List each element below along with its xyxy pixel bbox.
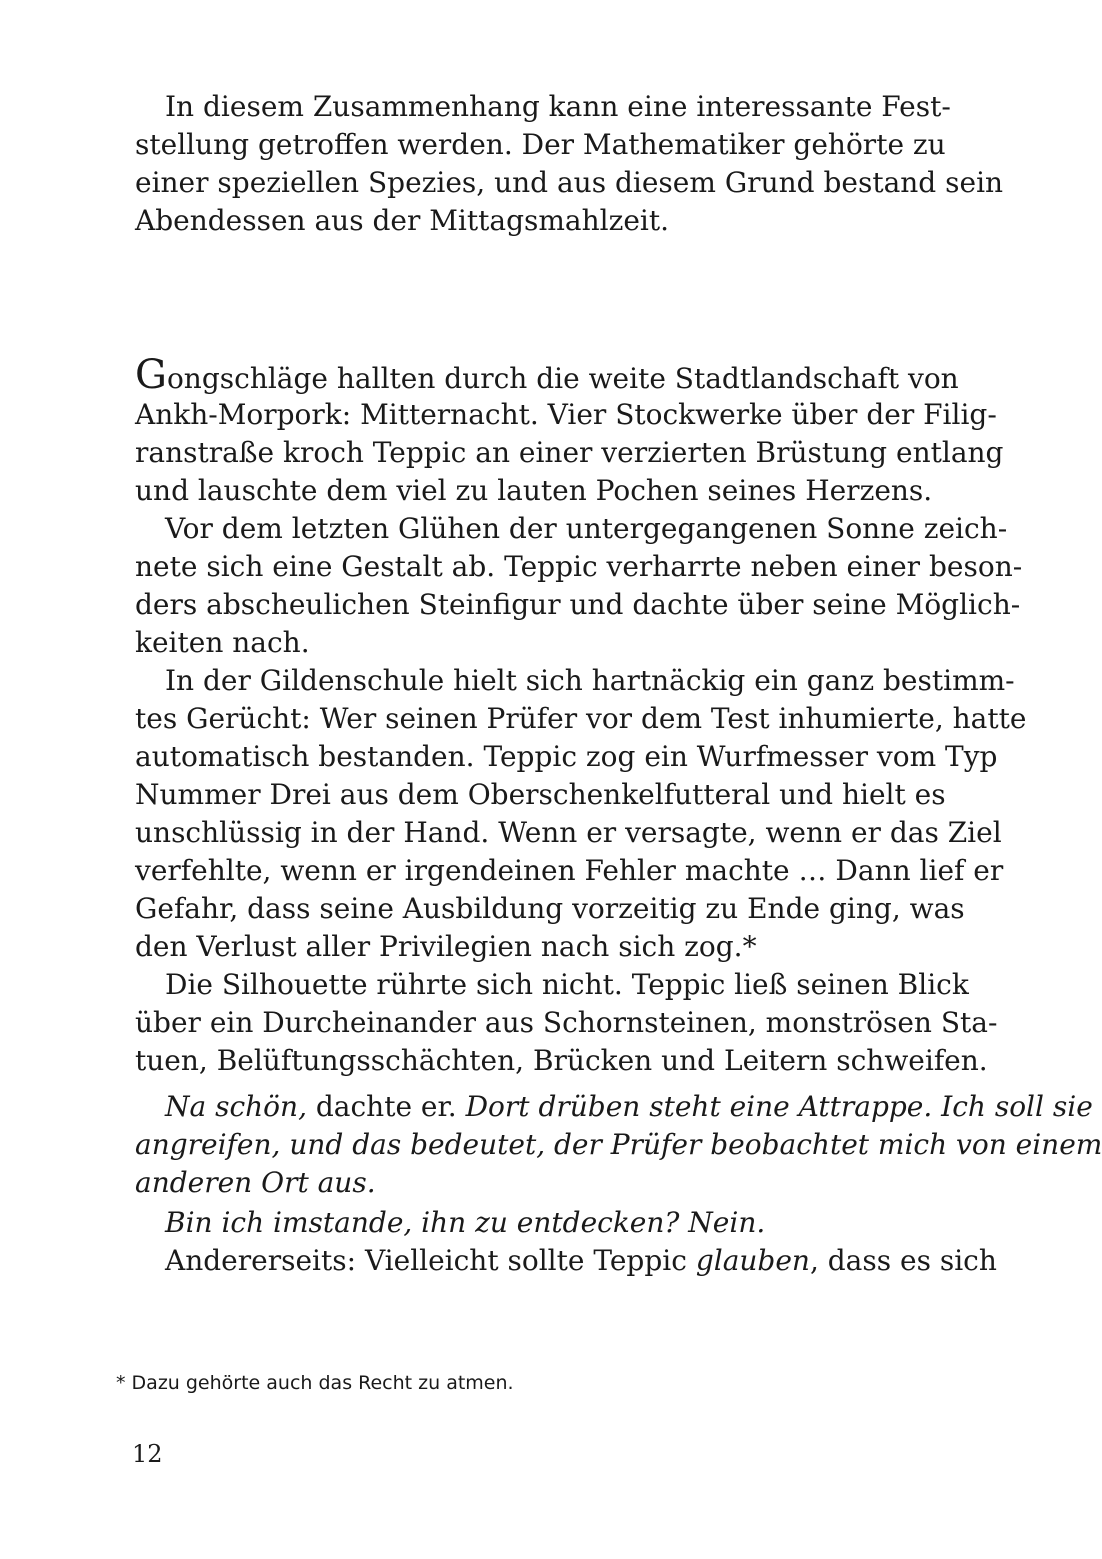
chapter-first-line-text: ongschläge hallten durch die weite Stadtlandschaft von (166, 362, 959, 395)
chapter-first-line (135, 352, 959, 398)
emphasis: glauben (695, 1244, 810, 1277)
text-line: In der Gildenschule hielt sich hartnäckig ein ganz bestimm- (165, 664, 1015, 697)
footnote: * Dazu gehörte auch das Recht zu atmen. (116, 1372, 514, 1394)
narration: dachte er. (306, 1090, 466, 1123)
text-line: stellung getroffen werden. Der Mathematiker gehörte zu (135, 128, 946, 161)
text-line: Bin ich imstande, ihn zu entdecken? Nein. (165, 1206, 766, 1239)
text-line: anderen Ort aus. (135, 1166, 376, 1199)
text-line: verfehlte, wenn er irgendeinen Fehler machte … Dann lief er (135, 854, 1004, 887)
text-line: einer speziellen Spezies, und aus diesem Grund bestand sein (135, 166, 1004, 199)
italic-thought: Na schön, (165, 1090, 307, 1123)
text-line (165, 1244, 997, 1278)
text-line: Nummer Drei aus dem Oberschenkelfutteral und hielt es (135, 778, 946, 811)
text-line: ders abscheulichen Steinfigur und dachte über seine Möglich- (135, 588, 1021, 621)
text-line: und lauschte dem viel zu lauten Pochen seines Herzens. (135, 474, 933, 507)
text-line: Ankh-Morpork: Mitternacht. Vier Stockwerke über der Filig- (135, 398, 997, 431)
text-line (165, 1090, 1093, 1124)
text-line: den Verlust aller Privilegien nach sich zog.* (135, 930, 757, 963)
text-line: tes Gerücht: Wer seinen Prüfer vor dem Test inhumierte, hatte (135, 702, 1027, 735)
narration: , dass es sich (809, 1244, 997, 1277)
italic-thought: Dort drüben steht eine Attrappe. Ich soll sie (465, 1090, 1093, 1123)
text-line: ranstraße kroch Teppic an einer verzierten Brüstung entlang (135, 436, 1004, 469)
text-line: Abendessen aus der Mittagsmahlzeit. (135, 204, 670, 237)
text-line: unschlüssig in der Hand. Wenn er versagte, wenn er das Ziel (135, 816, 1002, 849)
text-line: Gefahr, dass seine Ausbildung vorzeitig zu Ende ging, was (135, 892, 965, 925)
narration: Andererseits: Vielleicht sollte Teppic (165, 1244, 696, 1277)
text-line: automatisch bestanden. Teppic zog ein Wurfmesser vom Typ (135, 740, 998, 773)
text-line: Die Silhouette rührte sich nicht. Teppic ließ seinen Blick (165, 968, 969, 1001)
page-number: 12 (132, 1440, 163, 1468)
text-line: keiten nach. (135, 626, 310, 659)
text-line: angreifen, und das bedeutet, der Prüfer beobachtet mich von einem (135, 1128, 1102, 1161)
text-line: über ein Durcheinander aus Schornsteinen, monströsen Sta- (135, 1006, 998, 1039)
text-line: tuen, Belüftungsschächten, Brücken und Leitern schweifen. (135, 1044, 988, 1077)
text-line: nete sich eine Gestalt ab. Teppic verharrte neben einer beson- (135, 550, 1023, 583)
text-line: In diesem Zusammenhang kann eine interessante Fest- (165, 90, 951, 123)
text-line: Vor dem letzten Glühen der untergegangenen Sonne zeich- (165, 512, 1008, 545)
drop-cap: G (135, 352, 167, 398)
